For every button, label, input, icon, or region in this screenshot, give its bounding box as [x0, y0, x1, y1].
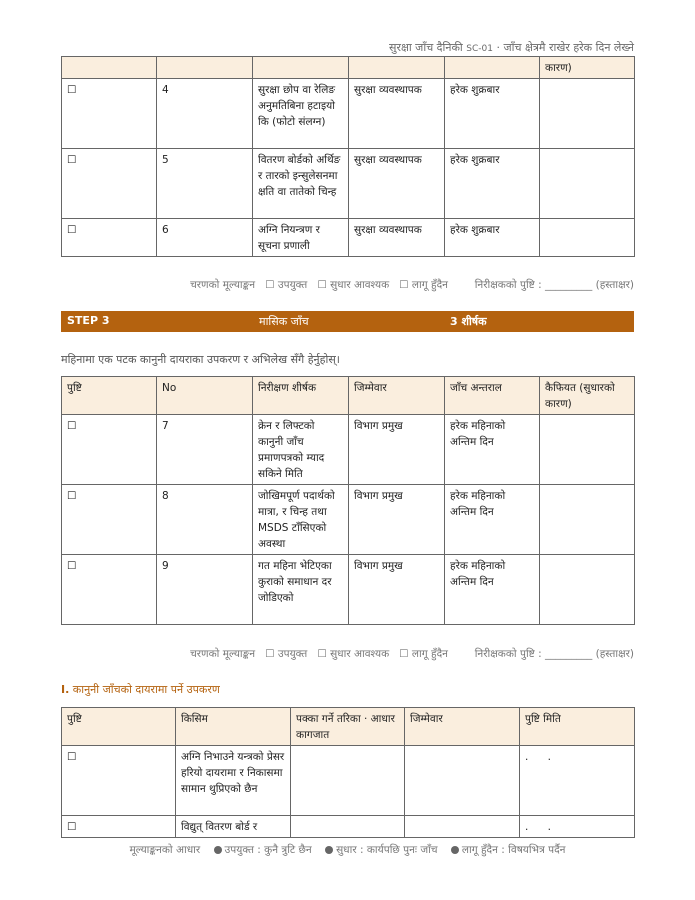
table-row: [62, 746, 635, 816]
item-number: 7: [157, 415, 253, 485]
confirm-checkbox[interactable]: ☐: [62, 79, 157, 149]
evaluation-label: चरणको मूल्याङ्कन: [190, 279, 256, 291]
confirm-date-field[interactable]: . .: [520, 816, 635, 838]
remarks-field[interactable]: [540, 79, 635, 149]
remarks-field[interactable]: [540, 149, 635, 219]
option-not-applicable[interactable]: ☐ लागू हुँदैन: [399, 279, 448, 291]
item-number: 4: [157, 79, 253, 149]
inspection-title: सुरक्षा छोप वा रेलिङ अनुमतिबिना हटाइयो कि (फोटो संलग्न): [253, 79, 349, 149]
header-type: किसिम: [176, 708, 291, 746]
remarks-field[interactable]: [540, 485, 635, 555]
inspection-title: जोखिमपूर्ण पदार्थको मात्रा, र चिन्ह तथा MSDS टाँसिएको अवस्था: [253, 485, 349, 555]
confirm-checkbox[interactable]: ☐: [62, 149, 157, 219]
bullet-icon: [451, 846, 459, 854]
header-cell-remarks: कारण): [540, 57, 635, 79]
responsible-person: विभाग प्रमुख: [349, 485, 445, 555]
running-head-subtitle: · जाँच क्षेत्रमै राखेर हरेक दिन लेख्ने: [496, 41, 634, 54]
option-not-applicable[interactable]: ☐ लागू हुँदैन: [399, 648, 448, 660]
table-row: [62, 415, 635, 485]
legal-equipment-heading: [61, 682, 220, 697]
confirm-checkbox[interactable]: ☐: [62, 746, 176, 816]
confirm-checkbox[interactable]: ☐: [62, 816, 176, 838]
bullet-icon: [214, 846, 222, 854]
header-cell: [157, 57, 253, 79]
monthly-check-table: [61, 376, 635, 625]
section-marker: I.: [61, 683, 70, 696]
table-row: [62, 219, 635, 257]
responsible-person: सुरक्षा व्यवस्थापक: [349, 79, 445, 149]
inspection-title: गत महिना भेटिएका कुराको समाधान दर जोडिएको: [253, 555, 349, 625]
remarks-field[interactable]: [540, 219, 635, 257]
header-responsible: जिम्मेवार: [349, 377, 445, 415]
item-number: 5: [157, 149, 253, 219]
table-header-row: [62, 708, 635, 746]
signature-label: (हस्ताक्षर): [595, 279, 634, 291]
responsible-field[interactable]: [405, 816, 520, 838]
stage-evaluation-line: [61, 647, 634, 661]
confirm-checkbox[interactable]: ☐: [62, 555, 157, 625]
legal-equipment-table: [61, 707, 635, 838]
inspection-title: अग्नि नियन्त्रण र सूचना प्रणाली: [253, 219, 349, 257]
inspection-title: वितरण बोर्डको अर्थिङ र तारको इन्सुलेसनमा क्षति वा तातेको चिन्ह: [253, 149, 349, 219]
responsible-field[interactable]: [405, 746, 520, 816]
running-head-code: SC-01: [466, 44, 493, 54]
item-number: 6: [157, 219, 253, 257]
inspector-confirm-label: निरीक्षकको पुष्टि :: [474, 279, 542, 291]
option-suitable[interactable]: ☐ उपयुक्त: [265, 648, 308, 660]
method-field[interactable]: [291, 746, 405, 816]
confirm-checkbox[interactable]: ☐: [62, 415, 157, 485]
bullet-icon: [325, 846, 333, 854]
check-interval: हरेक शुक्रबार: [445, 79, 540, 149]
check-interval: हरेक शुक्रबार: [445, 149, 540, 219]
table-row: [62, 816, 635, 838]
table-row: [62, 149, 635, 219]
header-interval: जाँच अन्तराल: [445, 377, 540, 415]
header-no: No: [157, 377, 253, 415]
header-cell: [253, 57, 349, 79]
step-intro: महिनामा एक पटक कानुनी दायराका उपकरण र अभिलेख सँगै हेर्नुहोस्।: [61, 353, 340, 366]
check-interval: हरेक महिनाको अन्तिम दिन: [445, 415, 540, 485]
equipment-type: अग्नि निभाउने यन्त्रको प्रेसर हरियो दायरामा र निकासमा सामान थुप्रिएको छैन: [176, 746, 291, 816]
header-cell: [445, 57, 540, 79]
signature-blank[interactable]: _________: [545, 648, 593, 660]
evaluation-basis-legend: [0, 843, 695, 857]
header-confirm: पुष्टि: [62, 708, 176, 746]
responsible-person: सुरक्षा व्यवस्थापक: [349, 219, 445, 257]
header-method: पक्का गर्ने तरिका · आधार कागजात: [291, 708, 405, 746]
method-field[interactable]: [291, 816, 405, 838]
weekly-check-table: [61, 56, 635, 257]
header-inspection-title: निरीक्षण शीर्षक: [253, 377, 349, 415]
item-number: 8: [157, 485, 253, 555]
legend-item-suitable: उपयुक्त : कुनै त्रुटि छैन: [224, 844, 312, 856]
responsible-person: विभाग प्रमुख: [349, 555, 445, 625]
header-responsible: जिम्मेवार: [405, 708, 520, 746]
header-confirm-date: पुष्टि मिति: [520, 708, 635, 746]
header-confirm: पुष्टि: [62, 377, 157, 415]
section-title: कानुनी जाँचको दायरामा पर्ने उपकरण: [72, 683, 220, 696]
header-cell: [349, 57, 445, 79]
step-label: STEP 3: [67, 314, 110, 327]
table-row: [62, 485, 635, 555]
running-head-title: सुरक्षा जाँच दैनिकी: [389, 41, 463, 54]
signature-blank[interactable]: _________: [545, 279, 593, 291]
equipment-type: विद्युत् वितरण बोर्ड र: [176, 816, 291, 838]
signature-label: (हस्ताक्षर): [595, 648, 634, 660]
option-suitable[interactable]: ☐ उपयुक्त: [265, 279, 308, 291]
step-title: मासिक जाँच: [259, 315, 309, 328]
table-row: [62, 555, 635, 625]
remarks-field[interactable]: [540, 415, 635, 485]
table-row: [62, 79, 635, 149]
responsible-person: सुरक्षा व्यवस्थापक: [349, 149, 445, 219]
inspection-title: क्रेन र लिफ्टको कानुनी जाँच प्रमाणपत्रको म्याद सकिने मिति: [253, 415, 349, 485]
inspector-confirm-label: निरीक्षकको पुष्टि :: [474, 648, 542, 660]
legend-item-not-applicable: लागू हुँदैन : विषयभित्र पर्दैन: [461, 844, 566, 856]
legend-label: मूल्याङ्कनको आधार: [129, 844, 201, 856]
check-interval: हरेक महिनाको अन्तिम दिन: [445, 555, 540, 625]
table-header-row: [62, 377, 635, 415]
header-cell: [62, 57, 157, 79]
stage-evaluation-line: [61, 278, 634, 292]
option-needs-improvement[interactable]: ☐ सुधार आवश्यक: [317, 648, 390, 660]
confirm-checkbox[interactable]: ☐: [62, 219, 157, 257]
step-count: 3 शीर्षक: [450, 315, 487, 328]
remarks-field[interactable]: [540, 555, 635, 625]
table-header-row: [62, 57, 635, 79]
header-remarks: कैफियत (सुधारको कारण): [540, 377, 635, 415]
evaluation-label: चरणको मूल्याङ्कन: [190, 648, 256, 660]
running-head: [389, 40, 634, 55]
item-number: 9: [157, 555, 253, 625]
check-interval: हरेक शुक्रबार: [445, 219, 540, 257]
confirm-date-field[interactable]: . .: [520, 746, 635, 816]
responsible-person: विभाग प्रमुख: [349, 415, 445, 485]
check-interval: हरेक महिनाको अन्तिम दिन: [445, 485, 540, 555]
confirm-checkbox[interactable]: ☐: [62, 485, 157, 555]
step-3-bar: [61, 311, 634, 332]
option-needs-improvement[interactable]: ☐ सुधार आवश्यक: [317, 279, 390, 291]
legend-item-improve: सुधार : कार्यपछि पुनः जाँच: [336, 844, 438, 856]
